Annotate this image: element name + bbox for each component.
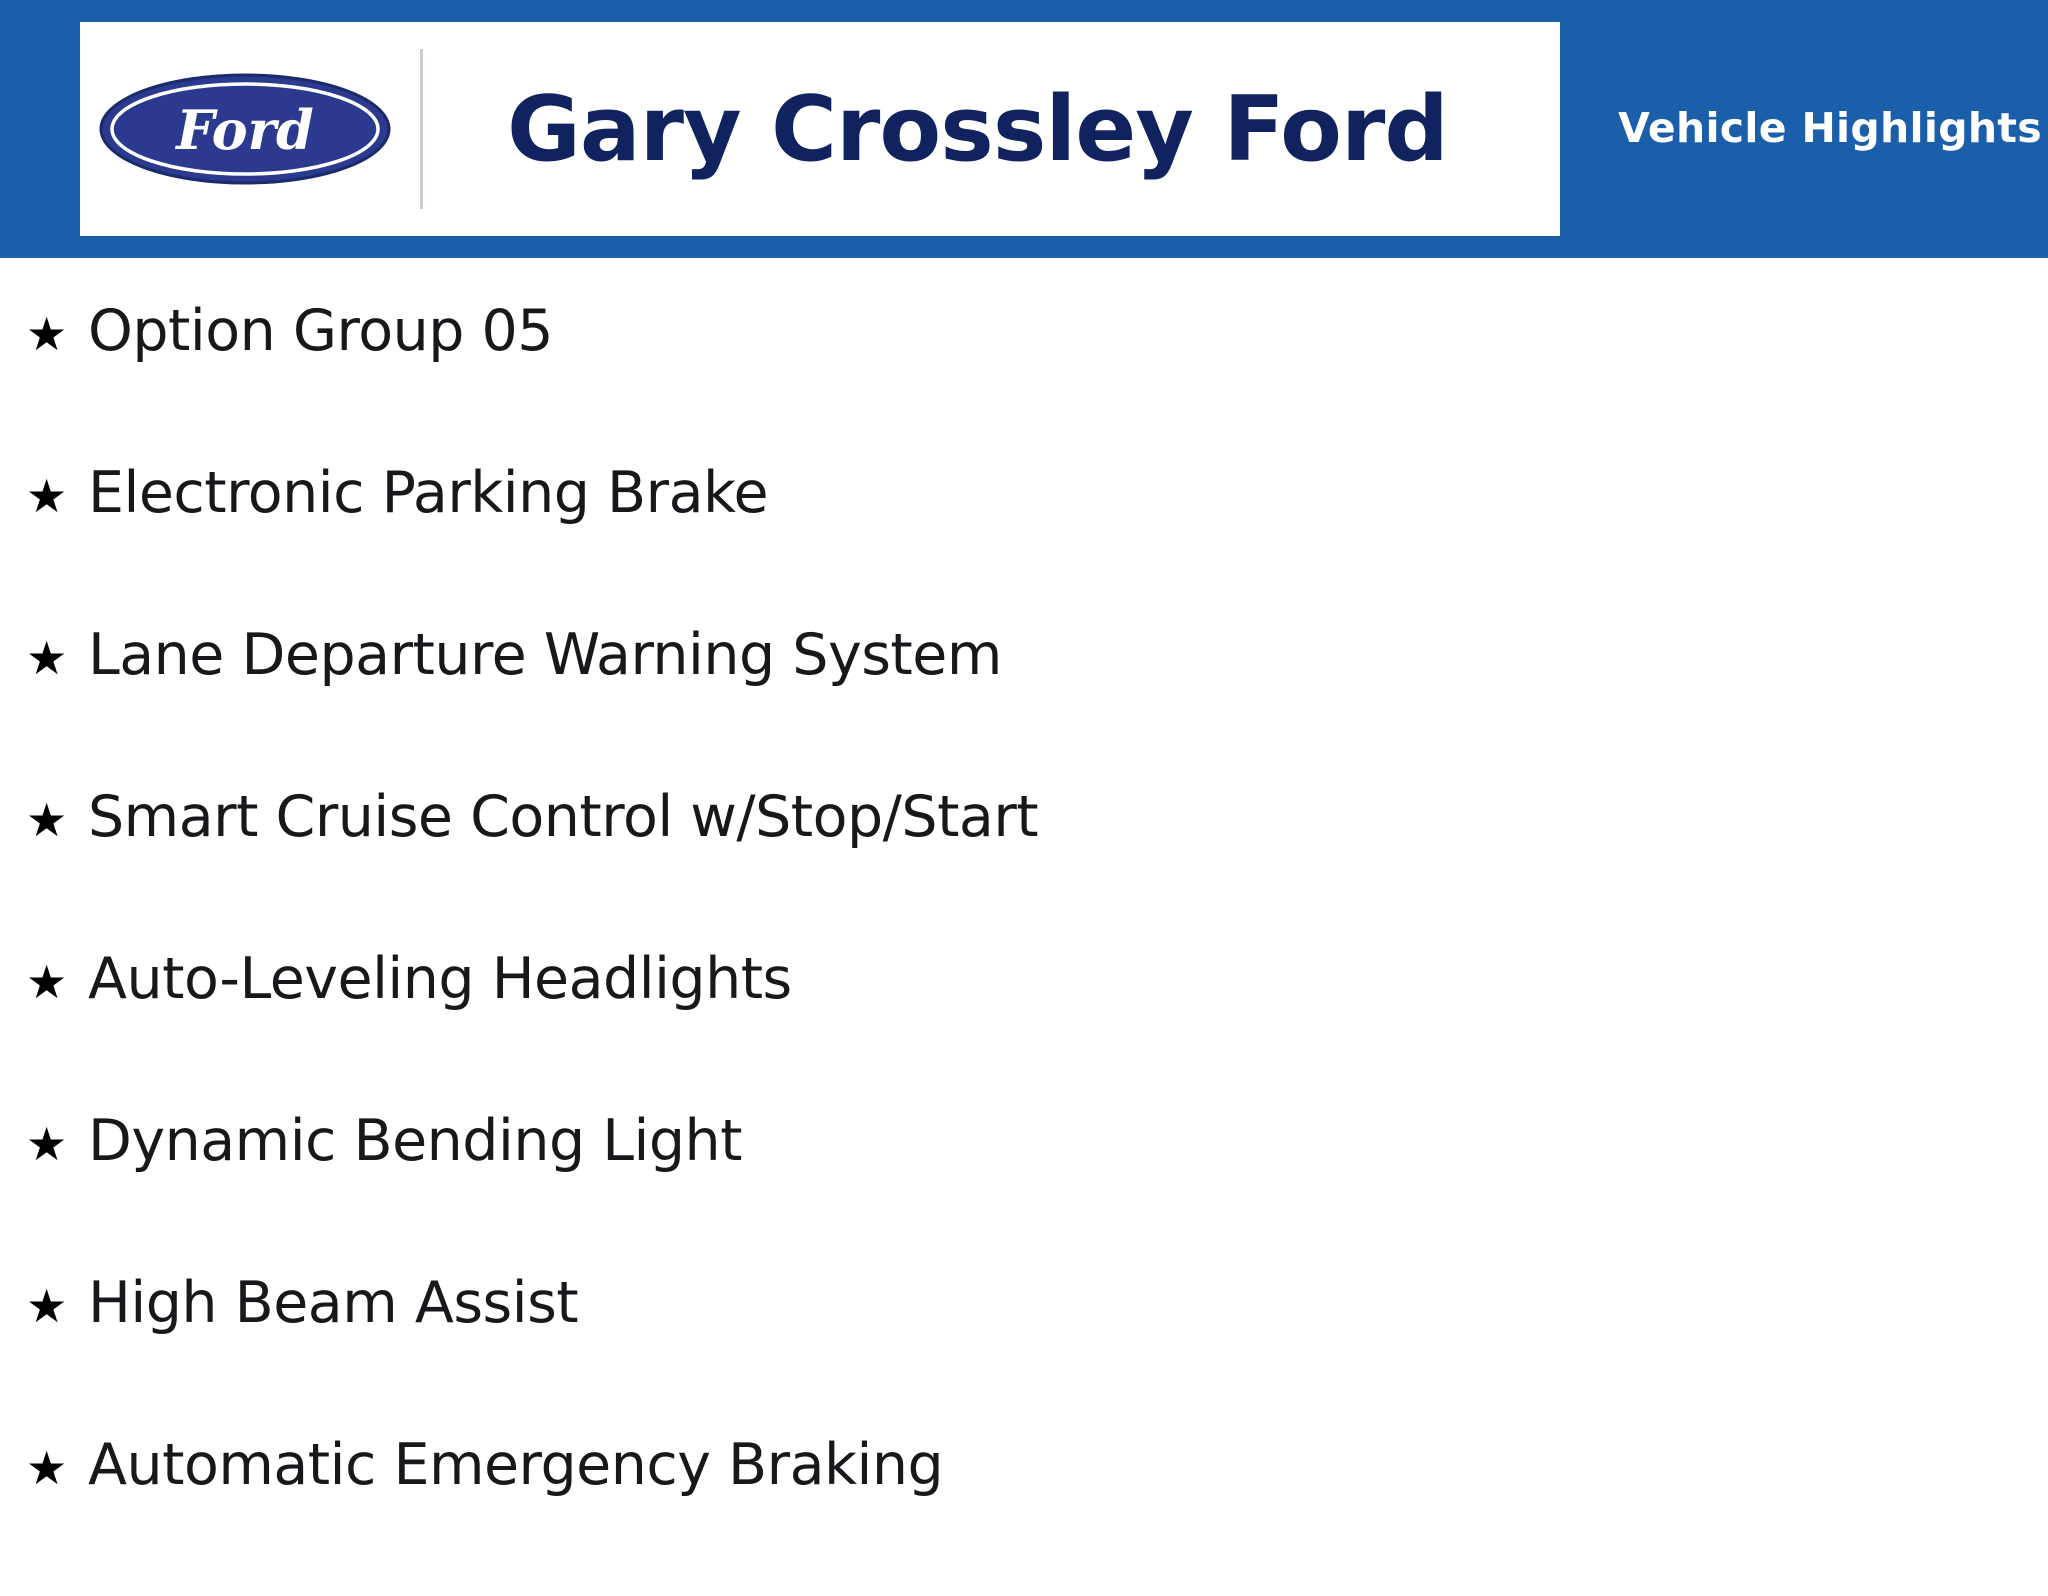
list-item [0, 786, 2048, 948]
list-item-label: Electronic Parking Brake [88, 460, 769, 526]
page-header [0, 0, 2048, 258]
star-icon: ★ [26, 1441, 68, 1495]
section-label-vehicle-highlights: Vehicle Highlights [1618, 104, 2042, 152]
list-item-label: Smart Cruise Control w/Stop/Start [88, 784, 1039, 850]
list-item [0, 1272, 2048, 1434]
list-item-label: Option Group 05 [88, 298, 554, 364]
star-icon: ★ [26, 631, 68, 685]
vehicle-highlights-list [0, 258, 2048, 1596]
star-icon: ★ [26, 793, 68, 847]
list-item-label: Dynamic Bending Light [88, 1108, 742, 1174]
star-icon: ★ [26, 1117, 68, 1171]
star-icon: ★ [26, 307, 68, 361]
ford-logo-icon [80, 73, 410, 185]
star-icon: ★ [26, 1279, 68, 1333]
list-item [0, 462, 2048, 624]
dealer-name: Gary Crossley Ford [507, 76, 1448, 182]
list-item [0, 624, 2048, 786]
list-item [0, 948, 2048, 1110]
list-item-label: Auto-Leveling Headlights [88, 946, 792, 1012]
svg-text:Ford: Ford [176, 98, 314, 162]
ford-oval-icon [99, 73, 391, 185]
list-item [0, 300, 2048, 462]
star-icon: ★ [26, 955, 68, 1009]
list-item [0, 1110, 2048, 1272]
dealer-brand-plate [80, 22, 1560, 236]
list-item-label: High Beam Assist [88, 1270, 579, 1336]
star-icon: ★ [26, 469, 68, 523]
plate-divider [420, 49, 423, 209]
list-item-label: Automatic Emergency Braking [88, 1432, 944, 1498]
list-item [0, 1434, 2048, 1596]
list-item-label: Lane Departure Warning System [88, 622, 1002, 688]
